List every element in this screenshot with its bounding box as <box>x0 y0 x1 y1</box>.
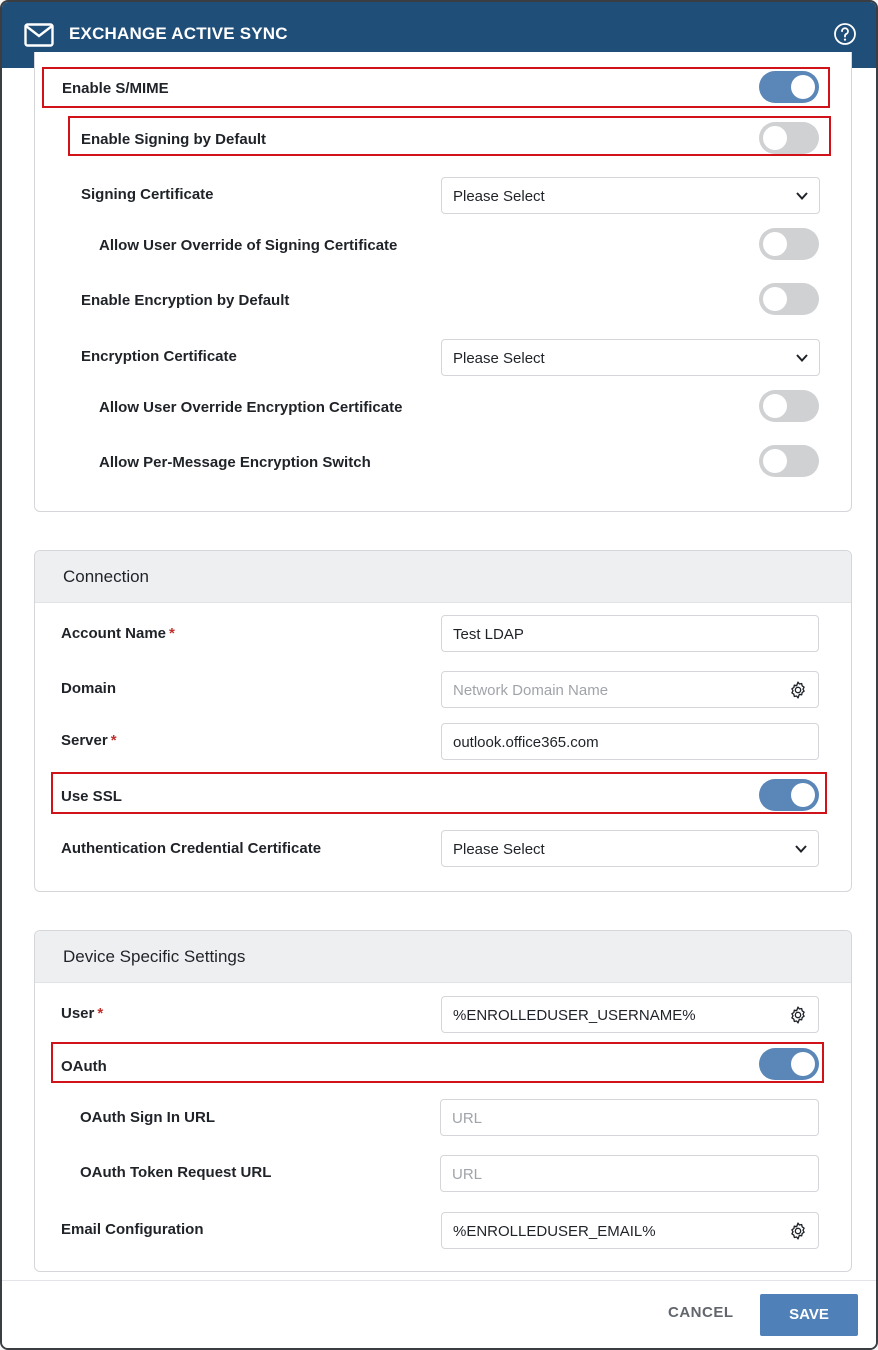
cancel-button[interactable]: CANCEL <box>668 1304 734 1321</box>
chevron-down-icon <box>795 352 809 364</box>
smime-panel <box>34 52 852 512</box>
enable-encryption-label: Enable Encryption by Default <box>81 292 290 309</box>
dialog-footer <box>2 1280 876 1350</box>
server-input[interactable]: outlook.office365.com <box>441 723 819 760</box>
oauth-signin-input[interactable]: URL <box>440 1099 819 1136</box>
server-label: Server * <box>61 732 117 749</box>
use-ssl-label: Use SSL <box>61 788 122 805</box>
domain-input[interactable]: Network Domain Name <box>441 671 819 708</box>
signing-certificate-label: Signing Certificate <box>81 186 214 203</box>
chevron-down-icon <box>795 190 809 202</box>
dialog-title: EXCHANGE ACTIVE SYNC <box>69 24 288 43</box>
auth-cert-label: Authentication Credential Certificate <box>61 840 322 857</box>
account-name-label: Account Name * <box>61 625 175 642</box>
user-label: User * <box>61 1005 104 1022</box>
connection-title: Connection <box>63 567 150 586</box>
oauth-label: OAuth <box>61 1058 107 1075</box>
gear-icon[interactable] <box>788 1005 808 1025</box>
domain-label: Domain <box>61 680 117 697</box>
user-input[interactable]: %ENROLLEDUSER_USERNAME% <box>441 996 819 1033</box>
oauth-token-input[interactable]: URL <box>440 1155 819 1192</box>
device-settings-title: Device Specific Settings <box>63 947 246 966</box>
device-settings-panel <box>34 930 852 1272</box>
account-name-input[interactable]: Test LDAP <box>441 615 819 652</box>
override-signing-toggle[interactable] <box>759 228 819 260</box>
chevron-down-icon <box>794 843 808 855</box>
encryption-certificate-label: Encryption Certificate <box>81 348 237 365</box>
override-encryption-toggle[interactable] <box>759 390 819 422</box>
email-config-label: Email Configuration <box>61 1221 204 1238</box>
enable-smime-label: Enable S/MIME <box>62 80 169 97</box>
enable-signing-label: Enable Signing by Default <box>81 131 267 148</box>
oauth-token-label: OAuth Token Request URL <box>80 1164 272 1181</box>
use-ssl-toggle[interactable] <box>759 779 819 811</box>
device-settings-header <box>35 931 851 983</box>
email-config-input[interactable]: %ENROLLEDUSER_EMAIL% <box>441 1212 819 1249</box>
connection-panel <box>34 550 852 892</box>
encryption-certificate-select[interactable] <box>441 339 820 376</box>
help-icon[interactable] <box>833 22 857 46</box>
connection-header <box>35 551 851 603</box>
oauth-signin-label: OAuth Sign In URL <box>80 1109 215 1126</box>
oauth-toggle[interactable] <box>759 1048 819 1080</box>
enable-smime-toggle[interactable] <box>759 71 819 103</box>
override-encryption-label: Allow User Override Encryption Certificate <box>99 399 403 416</box>
mail-icon <box>24 23 54 47</box>
gear-icon[interactable] <box>788 1221 808 1241</box>
per-message-toggle[interactable] <box>759 445 819 477</box>
enable-signing-toggle[interactable] <box>759 122 819 154</box>
save-button[interactable]: SAVE <box>760 1294 858 1336</box>
signing-certificate-select[interactable] <box>441 177 820 214</box>
override-signing-label: Allow User Override of Signing Certificate <box>99 237 398 254</box>
enable-encryption-toggle[interactable] <box>759 283 819 315</box>
gear-icon[interactable] <box>788 680 808 700</box>
encryption-certificate-value: Please Select <box>453 350 545 367</box>
auth-cert-select[interactable]: Please Select <box>441 830 819 867</box>
per-message-label: Allow Per-Message Encryption Switch <box>99 454 371 471</box>
signing-certificate-value: Please Select <box>453 188 545 205</box>
